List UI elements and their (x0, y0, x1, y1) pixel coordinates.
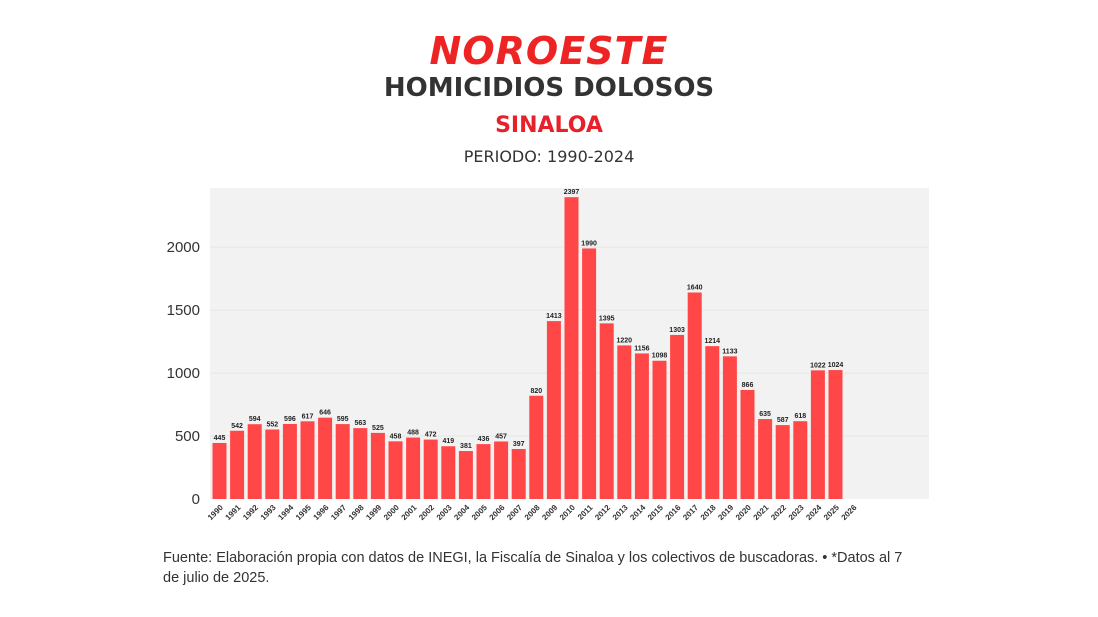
bar (793, 421, 807, 499)
data-label: 419 (442, 438, 455, 446)
y-tick-label: 2000 (166, 239, 200, 257)
x-tick-label: 2017 (681, 503, 701, 522)
bar (301, 421, 315, 499)
x-tick-label: 2024 (804, 503, 824, 522)
y-tick-label: 1000 (166, 365, 200, 383)
x-tick-label: 1995 (293, 503, 313, 522)
bar (353, 428, 367, 499)
bar (635, 353, 649, 499)
x-tick-label: 2026 (839, 503, 859, 522)
bar (494, 441, 508, 499)
x-tick-label: 1998 (346, 503, 366, 522)
data-label: 596 (284, 415, 296, 423)
x-tick-label: 2023 (786, 503, 806, 522)
bar (758, 419, 772, 499)
data-label: 397 (512, 441, 525, 449)
bar (617, 345, 631, 499)
x-tick-label: 2011 (575, 503, 595, 522)
data-label: 617 (301, 413, 314, 421)
x-tick-label: 2008 (522, 503, 542, 522)
x-tick-label: 1990 (205, 503, 225, 522)
data-label: 488 (407, 429, 419, 437)
data-label: 1022 (810, 362, 826, 370)
x-tick-label: 1992 (241, 503, 261, 522)
bar (459, 451, 473, 499)
x-tick-label: 2022 (769, 503, 789, 522)
data-label: 472 (424, 431, 437, 439)
bar (248, 424, 262, 499)
data-label: 820 (530, 387, 543, 395)
data-label: 618 (794, 413, 807, 421)
x-tick-label: 1991 (223, 503, 243, 522)
chart-subtitle: SINALOA (495, 113, 603, 138)
data-label: 1156 (634, 345, 650, 353)
x-tick-label: 1997 (329, 503, 349, 522)
bar (441, 446, 455, 499)
bar (283, 424, 297, 499)
data-label: 542 (231, 422, 243, 430)
bar (741, 390, 755, 499)
data-label: 1214 (704, 338, 721, 346)
data-label: 1640 (686, 284, 703, 292)
x-tick-label: 2015 (645, 503, 665, 522)
x-tick-label: 1994 (276, 503, 296, 522)
data-label: 587 (776, 417, 789, 425)
x-tick-label: 2012 (593, 503, 613, 522)
data-label: 445 (213, 434, 226, 442)
data-label: 595 (336, 416, 349, 424)
source-note-line-1: Fuente: Elaboración propia con datos de INEGI, la Fiscalía de Sinaloa y los colectivos de buscadoras. • *Datos al 7 (163, 550, 903, 566)
bar (688, 293, 702, 499)
x-tick-label: 2018 (698, 503, 718, 522)
x-tick-label: 2025 (821, 503, 841, 522)
data-label: 646 (319, 409, 331, 417)
bar (529, 396, 543, 499)
x-tick-label: 2007 (505, 503, 525, 522)
bar (265, 429, 279, 499)
x-tick-label: 2005 (469, 503, 489, 522)
y-tick-label: 0 (191, 491, 200, 508)
bar (213, 443, 227, 499)
x-tick-label: 2004 (452, 503, 472, 522)
x-tick-label: 1993 (258, 503, 278, 522)
y-tick-label: 1500 (166, 302, 200, 320)
bar (318, 418, 332, 499)
data-label: 1990 (581, 240, 597, 248)
x-tick-label: 2019 (716, 503, 736, 522)
brand-logo: NOROESTE (429, 29, 669, 73)
data-label: 1133 (722, 348, 738, 356)
x-tick-label: 2003 (434, 503, 454, 522)
data-label: 2397 (563, 189, 580, 197)
x-tick-label: 2001 (399, 503, 419, 522)
data-label: 525 (372, 424, 384, 432)
data-label: 635 (759, 411, 771, 419)
x-tick-label: 2013 (610, 503, 630, 522)
bar (811, 370, 825, 499)
x-tick-label: 2009 (540, 503, 560, 522)
x-tick-label: 2021 (751, 503, 771, 522)
data-label: 1098 (651, 352, 668, 360)
bar (829, 370, 843, 499)
x-tick-label: 2010 (557, 503, 577, 522)
bar (336, 424, 350, 499)
bar (406, 438, 420, 499)
data-label: 1303 (669, 326, 685, 334)
data-label: 436 (477, 436, 490, 444)
x-tick-label: 2014 (628, 503, 648, 522)
data-label: 1413 (546, 313, 562, 321)
bar (776, 425, 790, 499)
bar (723, 356, 737, 499)
data-label: 458 (389, 433, 402, 441)
bar (670, 335, 684, 499)
data-label: 457 (495, 433, 507, 441)
y-tick-label: 500 (174, 428, 200, 446)
source-note (163, 548, 943, 588)
x-tick-label: 2016 (663, 503, 683, 522)
bar (565, 197, 579, 499)
data-label: 1220 (616, 337, 633, 345)
bar (512, 449, 526, 499)
chart-period: PERIODO: 1990-2024 (463, 147, 635, 166)
bar (705, 346, 719, 499)
source-note-line-2: de julio de 2025. (163, 570, 270, 586)
bar (389, 441, 403, 499)
bar (477, 444, 491, 499)
bar (547, 321, 561, 499)
data-label: 594 (248, 416, 261, 424)
data-label: 1395 (598, 315, 615, 323)
bar (230, 431, 244, 499)
x-tick-label: 2020 (733, 503, 753, 522)
x-tick-label: 1999 (364, 503, 384, 522)
data-label: 1024 (827, 362, 844, 370)
bar (424, 440, 438, 499)
data-label: 381 (460, 443, 472, 451)
bar (582, 248, 596, 499)
x-tick-label: 2002 (417, 503, 437, 522)
data-label: 563 (354, 420, 367, 428)
x-tick-label: 2000 (381, 503, 401, 522)
data-label: 552 (266, 421, 279, 429)
data-label: 866 (741, 381, 754, 389)
x-tick-label: 2006 (487, 503, 507, 522)
bar (371, 433, 385, 499)
bar (653, 361, 667, 499)
bar (600, 323, 614, 499)
x-tick-label: 1996 (311, 503, 331, 522)
chart-title: HOMICIDIOS DOLOSOS (383, 73, 715, 103)
